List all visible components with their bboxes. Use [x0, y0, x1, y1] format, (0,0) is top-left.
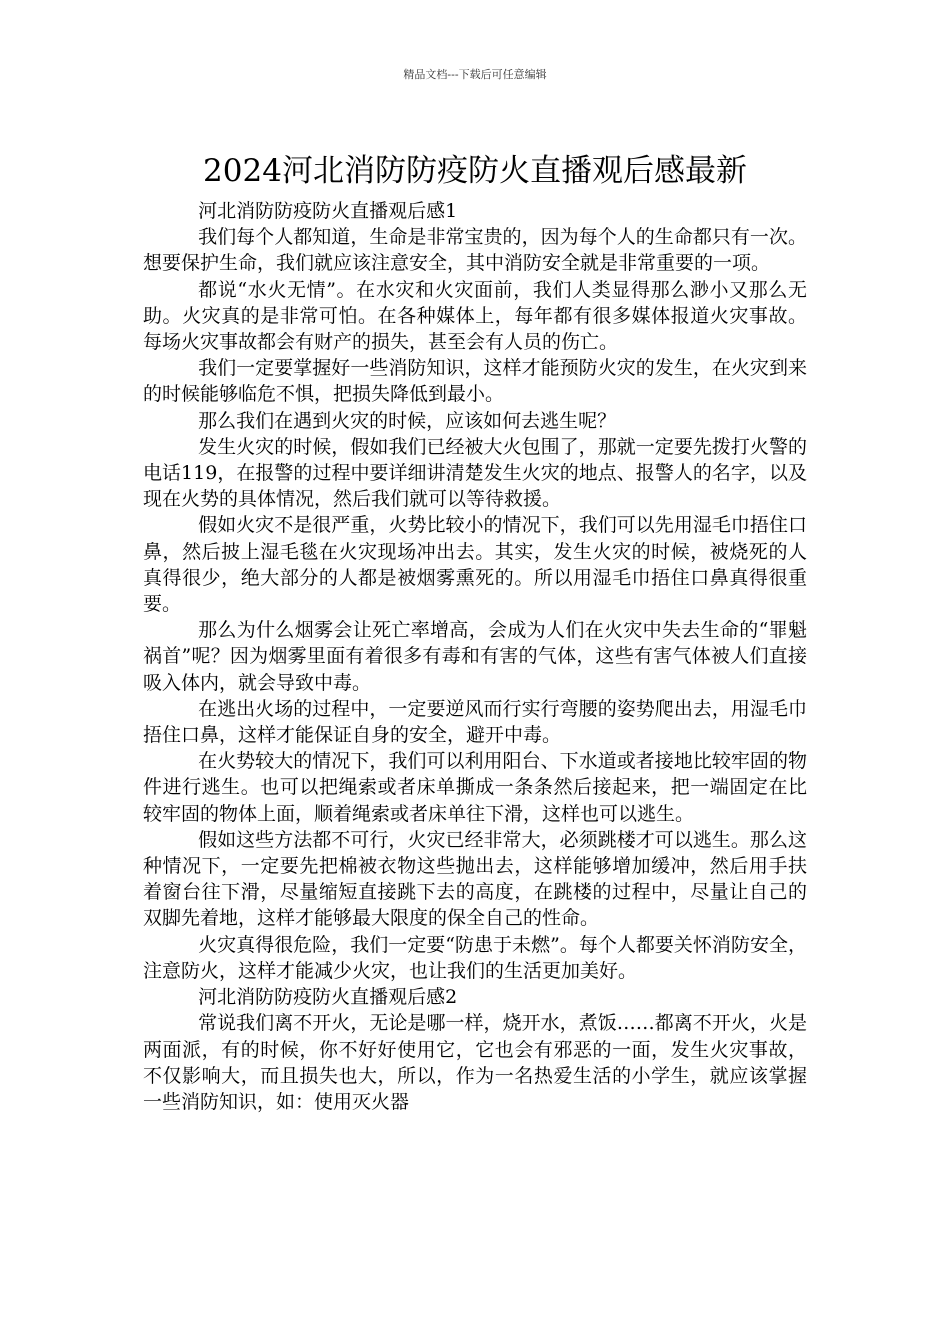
paragraph: 在逃出火场的过程中，一定要逆风而行实行弯腰的姿势爬出去，用湿毛巾捂住口鼻，这样才能保证自身的安全，避开中毒。	[143, 697, 807, 747]
paragraph: 火灾真得很危险，我们一定要“防患于未燃”。每个人都要关怀消防安全，注意防火，这样才能减少火灾，也让我们的生活更加美好。	[143, 933, 807, 982]
paragraph: 我们每个人都知道，生命是非常宝贵的，因为每个人的生命都只有一次。想要保护生命，我们就应该注意安全，其中消防安全就是非常重要的一项。	[143, 226, 807, 275]
paragraph: 假如这些方法都不可行，火灾已经非常大，必须跳楼才可以逃生。那么这种情况下，一定要先把棉被衣物这些抛出去，这样能够增加缓冲，然后用手扶着窗台往下滑，尽量缩短直接跳下去的高度，在跳楼的过程中，尽量让自己的双脚先着地，这样才能够最大限度的保全自己的性命。	[143, 828, 807, 930]
paragraph: 常说我们离不开火，无论是哪一样，烧开水，煮饭……都离不开火，火是两面派，有的时候，你不好好使用它，它也会有邪恶的一面，发生火灾事故，不仅影响大，而且损失也大，所以，作为一名热爱生活的小学生，就应该掌握一些消防知识，如：使用灭火器	[143, 1012, 807, 1113]
paragraph: 假如火灾不是很严重，火势比较小的情况下，我们可以先用湿毛巾捂住口鼻，然后披上湿毛毯在火灾现场冲出去。其实，发生火灾的时候，被烧死的人真得很少，绝大部分的人都是被烟雾熏死的。所以用湿毛巾捂住口鼻真得很重要。	[143, 514, 807, 616]
section-heading-1: 河北消防防疫防火直播观后感1	[198, 200, 458, 222]
page-header: 精品文档---下载后可任意编辑	[403, 68, 547, 81]
section-heading-2: 河北消防防疫防火直播观后感2	[198, 986, 458, 1009]
paragraph: 都说“水火无情”。在水灾和火灾面前，我们人类显得那么渺小又那么无助。火灾真的是非常可怕。在各种媒体上，每年都有很多媒体报道火灾事故。每场火灾事故都会有财产的损失，甚至会有人员的伤亡。	[143, 278, 807, 354]
paragraph: 发生火灾的时候，假如我们已经被大火包围了，那就一定要先拨打火警的电话119，在报警的过程中要详细讲清楚发生火灾的地点、报警人的名字，以及现在火势的具体情况，然后我们就可以等待救援。	[143, 435, 807, 511]
paragraph: 那么为什么烟雾会让死亡率增高，会成为人们在火灾中失去生命的“罪魁祸首”呢？因为烟雾里面有着很多有毒和有害的气体，这些有害气体被人们直接吸入体内，就会导致中毒。	[143, 619, 807, 694]
paragraph: 那么我们在遇到火灾的时候，应该如何去逃生呢？	[198, 409, 617, 432]
paragraph: 我们一定要掌握好一些消防知识，这样才能预防火灾的发生，在火灾到来的时候能够临危不惧，把损失降低到最小。	[143, 357, 807, 406]
document-body	[143, 198, 807, 1115]
document-title: 2024河北消防防疫防火直播观后感最新	[203, 152, 747, 189]
paragraph: 在火势较大的情况下，我们可以利用阳台、下水道或者接地比较牢固的物件进行逃生。也可以把绳索或者床单撕成一条条然后接起来，把一端固定在比较牢固的物体上面，顺着绳索或者床单往下滑，这样也可以逃生。	[143, 750, 807, 825]
